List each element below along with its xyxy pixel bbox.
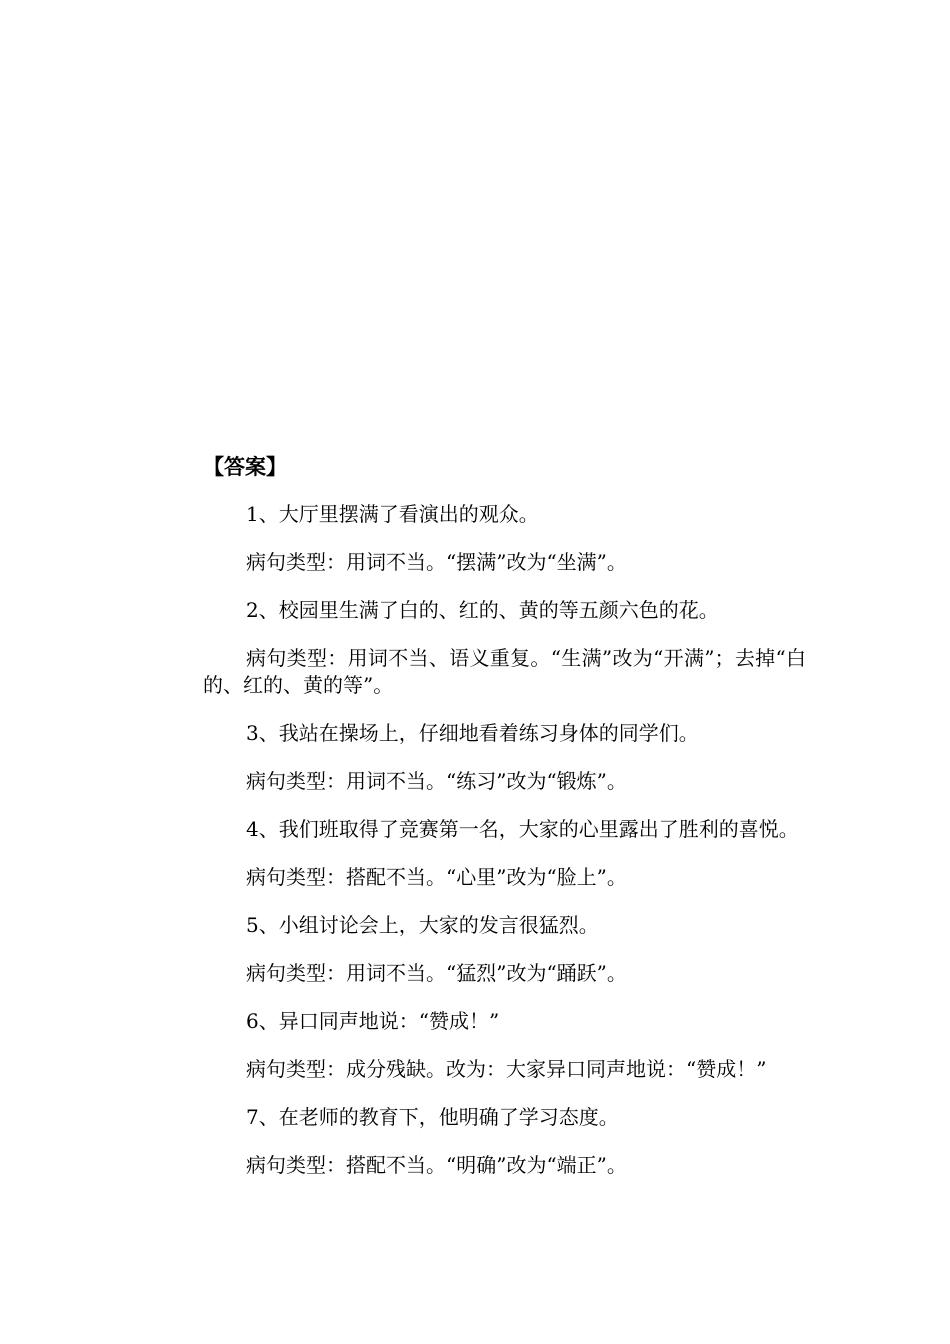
correction-7: 病句类型：搭配不当。“明确”改为“端正”。 <box>246 1153 627 1177</box>
correction-6: 病句类型：成分残缺。改为：大家异口同声地说：“赞成！” <box>246 1057 767 1081</box>
correction-1: 病句类型：用词不当。“摆满”改为“坐满”。 <box>246 550 627 574</box>
correction-5: 病句类型：用词不当。“猛烈”改为“踊跃”。 <box>246 961 627 985</box>
sentence-7: 7、在老师的教育下，他明确了学习态度。 <box>246 1105 619 1129</box>
correction-2: 病句类型：用词不当、语义重复。“生满”改为“开满”；去掉“白的、红的、黄的等”。 <box>203 646 806 697</box>
sentence-4: 4、我们班取得了竞赛第一名，大家的心里露出了胜利的喜悦。 <box>246 817 799 841</box>
answer-section <box>203 452 806 1200</box>
correction-4: 病句类型：搭配不当。“心里”改为“脸上”。 <box>246 865 627 889</box>
sentence-3: 3、我站在操场上，仔细地看着练习身体的同学们。 <box>246 721 699 745</box>
sentence-1: 1、大厅里摆满了看演出的观众。 <box>246 502 539 526</box>
sentence-6: 6、异口同声地说：“赞成！” <box>246 1009 500 1033</box>
correction-3: 病句类型：用词不当。“练习”改为“锻炼”。 <box>246 769 627 793</box>
sentence-2: 2、校园里生满了白的、红的、黄的等五颜六色的花。 <box>246 598 719 622</box>
answer-heading: 【答案】 <box>203 455 287 479</box>
sentence-5: 5、小组讨论会上，大家的发言很猛烈。 <box>246 913 599 937</box>
